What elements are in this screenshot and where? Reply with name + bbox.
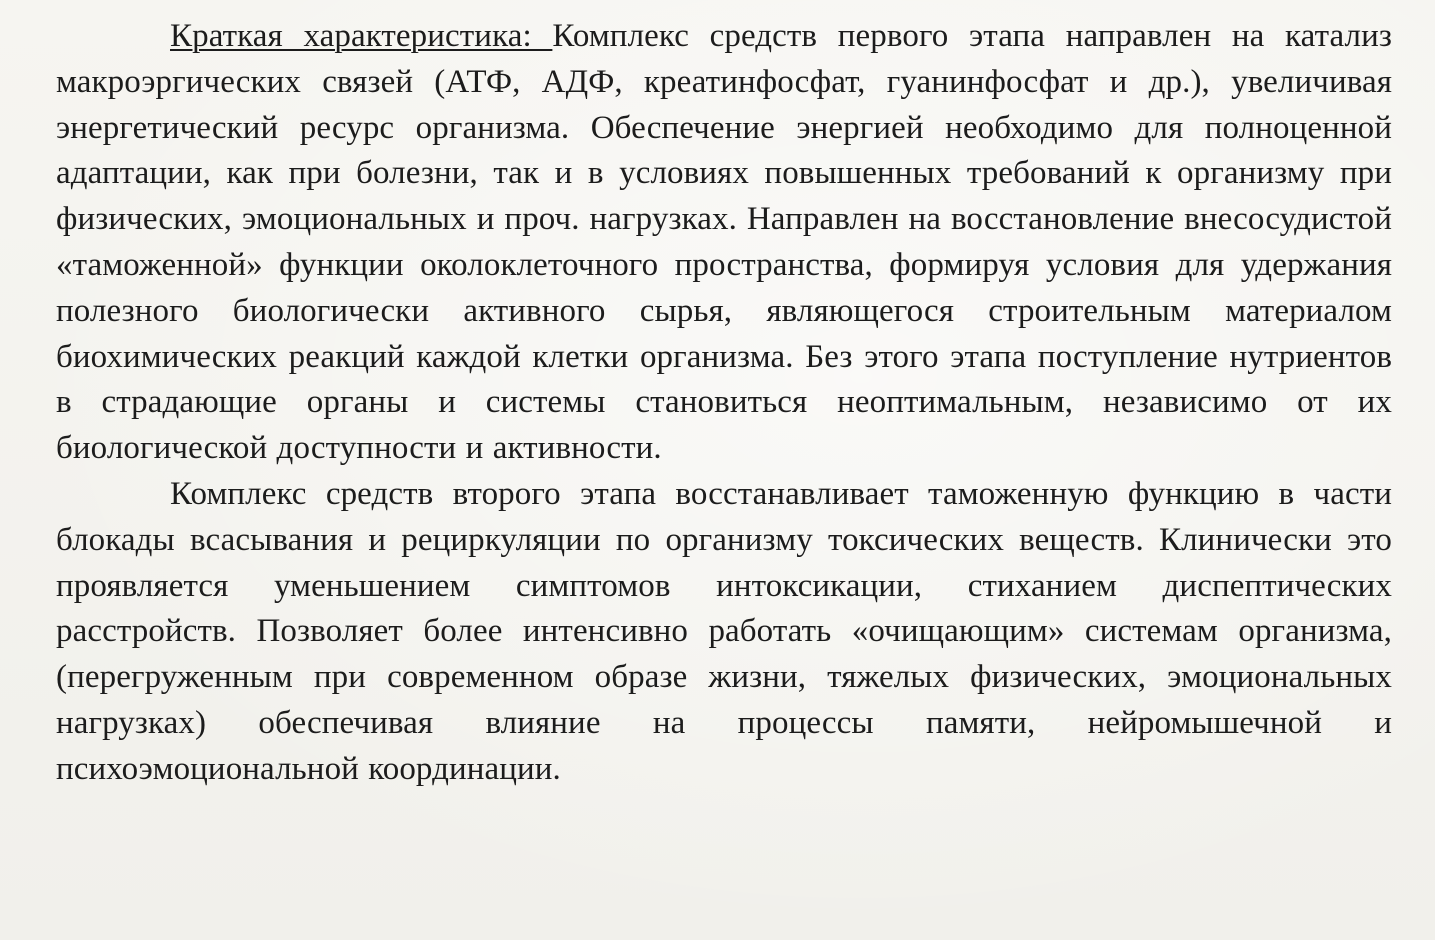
document-body xyxy=(56,14,1392,793)
paragraph-lead-label: Краткая характеристика: xyxy=(170,18,553,54)
paragraph-second-stage xyxy=(56,472,1392,793)
paragraph-first-stage xyxy=(56,14,1392,472)
paragraph-second-stage-text: Комплекс средств второго этапа восстанавливает таможенную функцию в части блокады всасывания и рециркуляции по организму токсических веществ. Клинически это проявляется уменьшением симптомов интоксикации, стиханием диспептических расстройств. Позволяет более интенсивно работать «очищающим» системам организма, (перегруженным при современном образе жизни, тяжелых физических, эмоциональных нагрузках) обеспечивая влияние на процессы памяти, нейромышечной и психоэмоциональной координации. xyxy=(56,475,1392,787)
paragraph-first-stage-text: Комплекс средств первого этапа направлен на катализ макроэргических связей (АТФ, АДФ, креатинфосфат, гуанинфосфат и др.), увеличивая энергетический ресурс организма. Обеспечение энергией необходимо для полноценной адаптации, как при болезни, так и в условиях повышенных требований к организму при физических, эмоциональных и проч. нагрузках. Направлен на восстановление внесосудистой «таможенной» функции околоклеточного пространства, формируя условия для удержания полезного биологически активного сырья, являющегося строительным материалом биохимических реакций каждой клетки организма. Без этого этапа поступление нутриентов в страдающие органы и системы становиться неоптимальным, независимо от их биологической доступности и активности. xyxy=(56,18,1392,467)
